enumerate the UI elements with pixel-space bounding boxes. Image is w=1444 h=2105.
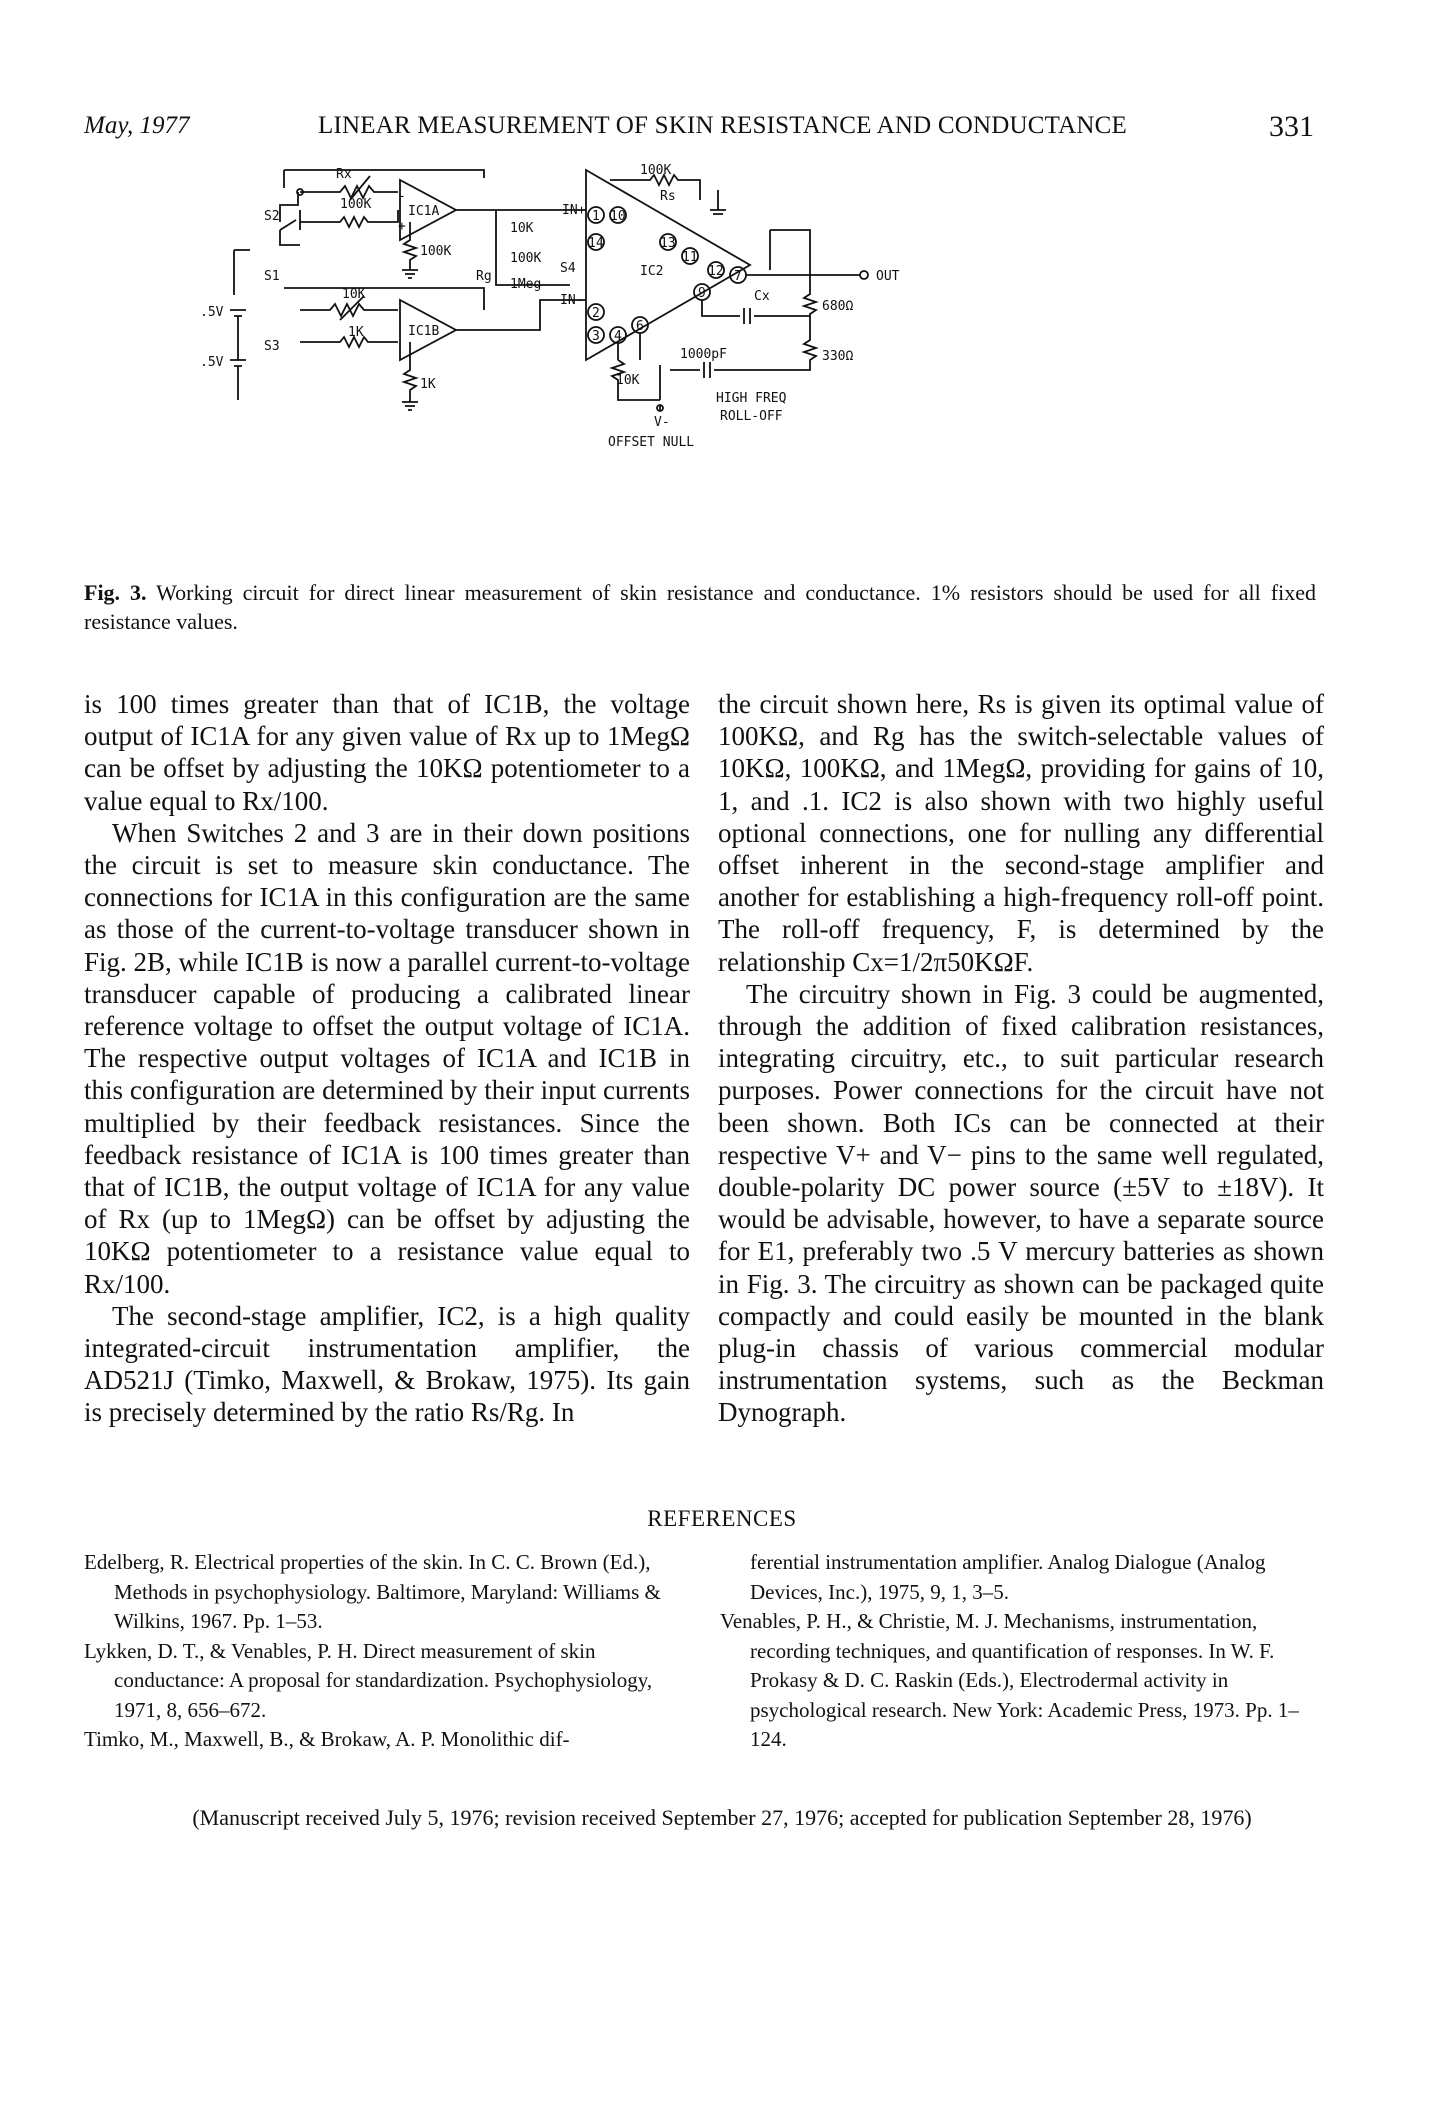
svg-text:1: 1 (592, 209, 600, 224)
svg-text:10: 10 (610, 209, 626, 224)
svg-text:+: + (398, 219, 406, 234)
circuit-diagram (200, 163, 1150, 560)
svg-text:1K: 1K (420, 377, 436, 392)
svg-text:10K: 10K (510, 221, 534, 236)
ic1b-label: IC1B (408, 324, 440, 339)
page-number: 331 (1269, 110, 1314, 143)
references-left (84, 1548, 696, 1755)
reference-item: Lykken, D. T., & Venables, P. H. Direct measurement of skin conductance: A proposal for standardization. Psychophysiology, 1971, 8, 656–672. (84, 1638, 653, 1722)
reference-continuation: ferential instrumentation amplifier. Analog Dialogue (Analog Devices, Inc.), 1975, 9, 1, 3–5. (750, 1550, 1266, 1604)
body-column-right (718, 688, 1324, 1429)
svg-text:OFFSET NULL: OFFSET NULL (608, 435, 695, 450)
svg-text:IN-: IN- (560, 293, 584, 308)
svg-text:.5V: .5V (200, 355, 224, 370)
svg-text:Rx: Rx (336, 167, 352, 182)
circuit-figure (200, 163, 1150, 560)
references-heading: REFERENCES (647, 1506, 797, 1531)
references-right (720, 1548, 1320, 1755)
svg-text:7: 7 (734, 269, 742, 284)
caption-label: Fig. 3. (84, 580, 147, 605)
reference-item: Timko, M., Maxwell, B., & Brokaw, A. P. Monolithic dif- (84, 1727, 570, 1751)
ic1a-label: IC1A (408, 204, 440, 219)
reference-item: Venables, P. H., & Christie, M. J. Mechanisms, instrumentation, recording techniques, and quantification of responses. In W. F. Prokasy & D. C. Raskin (Eds.), Electrodermal activity in psychological research. New York: Academic Press, 1973. Pp. 1–124. (720, 1609, 1299, 1751)
svg-text:-: - (398, 189, 406, 204)
svg-text:V-: V- (654, 415, 670, 430)
paragraph: the circuit shown here, Rs is given its optimal value of 100KΩ, and Rg has the switch-selectable values of 10KΩ, 100KΩ, and 1MegΩ, providing for gains of 10, 1, and .1. IC2 is also shown with two highly useful optional connections, one for nulling any differential offset inherent in the second-stage amplifier and another for establishing a high-frequency roll-off point. The roll-off frequency, F, is determined by the relationship Cx=1/2π50KΩF. (718, 689, 1324, 977)
svg-text:Cx: Cx (754, 289, 770, 304)
svg-text:Rg: Rg (476, 269, 492, 284)
body-column-left (84, 688, 690, 1429)
svg-text:11: 11 (682, 250, 698, 265)
running-header (84, 112, 1314, 152)
svg-text:100K: 100K (640, 163, 672, 178)
paragraph: The circuitry shown in Fig. 3 could be augmented, through the addition of fixed calibration resistances, integrating circuitry, etc., to suit particular research purposes. Power connections for the circuit have not been shown. Both ICs can be connected at their respective V+ and V− pins to the same well regulated, double-polarity DC power source (±5V to ±18V). It would be advisable, however, to have a separate source for E1, preferably two .5 V mercury batteries as shown in Fig. 3. The circuitry as shown can be packaged quite compactly and could easily be mounted in the blank plug-in chassis of various commercial modular instrumentation systems, such as the Beckman Dynograph. (718, 978, 1324, 1428)
reference-item: Edelberg, R. Electrical properties of the skin. In C. C. Brown (Ed.), Methods in psychophysiology. Baltimore, Maryland: Williams & Wilkins, 1967. Pp. 1–53. (84, 1550, 661, 1633)
paragraph: When Switches 2 and 3 are in their down positions the circuit is set to measure skin conductance. The connections for IC1A in this configuration are the same as those of the current-to-voltage transducer shown in Fig. 2B, while IC1B is now a parallel current-to-voltage transducer capable of producing a calibrated linear reference voltage to offset the output voltage of IC1A. The respective output voltages of IC1A and IC1B in this configuration are determined by their input currents multiplied by their feedback resistances. Since the feedback resistance of IC1A is 100 times greater than that of IC1B, the output voltage of IC1A for any value of Rx (up to 1MegΩ) can be offset by adjusting the 10KΩ potentiometer to a resistance value equal to Rx/100. (84, 817, 690, 1299)
svg-text:S1: S1 (264, 269, 280, 284)
svg-text:12: 12 (708, 264, 724, 279)
svg-text:330Ω: 330Ω (822, 349, 854, 364)
svg-text:100K: 100K (510, 251, 542, 266)
issue-date: May, 1977 (84, 112, 190, 139)
svg-text:100K: 100K (420, 244, 452, 259)
svg-text:3: 3 (592, 329, 600, 344)
svg-text:S4: S4 (560, 261, 576, 276)
svg-text:OUT: OUT (876, 269, 900, 284)
svg-text:14: 14 (588, 236, 604, 251)
svg-text:9: 9 (698, 286, 706, 301)
svg-text:Rs: Rs (660, 189, 676, 204)
svg-text:S3: S3 (264, 339, 280, 354)
figure-caption (84, 578, 1316, 636)
svg-text:13: 13 (660, 236, 676, 251)
svg-text:.5V: .5V (200, 305, 224, 320)
manuscript-dates: (Manuscript received July 5, 1976; revision received September 27, 1976; accepted for publication September 28, 1976) (192, 1805, 1252, 1830)
svg-text:S2: S2 (264, 209, 280, 224)
svg-text:ROLL-OFF: ROLL-OFF (720, 409, 783, 424)
svg-text:10K: 10K (616, 373, 640, 388)
svg-text:4: 4 (614, 329, 622, 344)
svg-text:10K: 10K (342, 287, 366, 302)
svg-text:1000pF: 1000pF (680, 347, 727, 362)
running-title: LINEAR MEASUREMENT OF SKIN RESISTANCE AND CONDUCTANCE (318, 112, 1127, 139)
paragraph: is 100 times greater than that of IC1B, the voltage output of IC1A for any given value of Rx up to 1MegΩ can be offset by adjusting the 10KΩ potentiometer to a value equal to Rx/100. (84, 689, 690, 816)
caption-text: Working circuit for direct linear measurement of skin resistance and conductance. 1% resistors should be used for all fixed resistance values. (84, 580, 1316, 634)
svg-text:100K: 100K (340, 197, 372, 212)
svg-text:2: 2 (592, 306, 600, 321)
svg-text:1K: 1K (348, 325, 364, 340)
svg-text:6: 6 (636, 319, 644, 334)
svg-text:680Ω: 680Ω (822, 299, 854, 314)
svg-text:IN+: IN+ (562, 203, 586, 218)
paragraph: The second-stage amplifier, IC2, is a high quality integrated-circuit instrumentation amplifier, the AD521J (Timko, Maxwell, & Brokaw, 1975). Its gain is precisely determined by the ratio Rs/Rg. In (84, 1300, 690, 1428)
svg-text:HIGH FREQ: HIGH FREQ (716, 391, 787, 406)
svg-text:1Meg: 1Meg (510, 277, 542, 292)
ic2-label: IC2 (640, 264, 664, 279)
